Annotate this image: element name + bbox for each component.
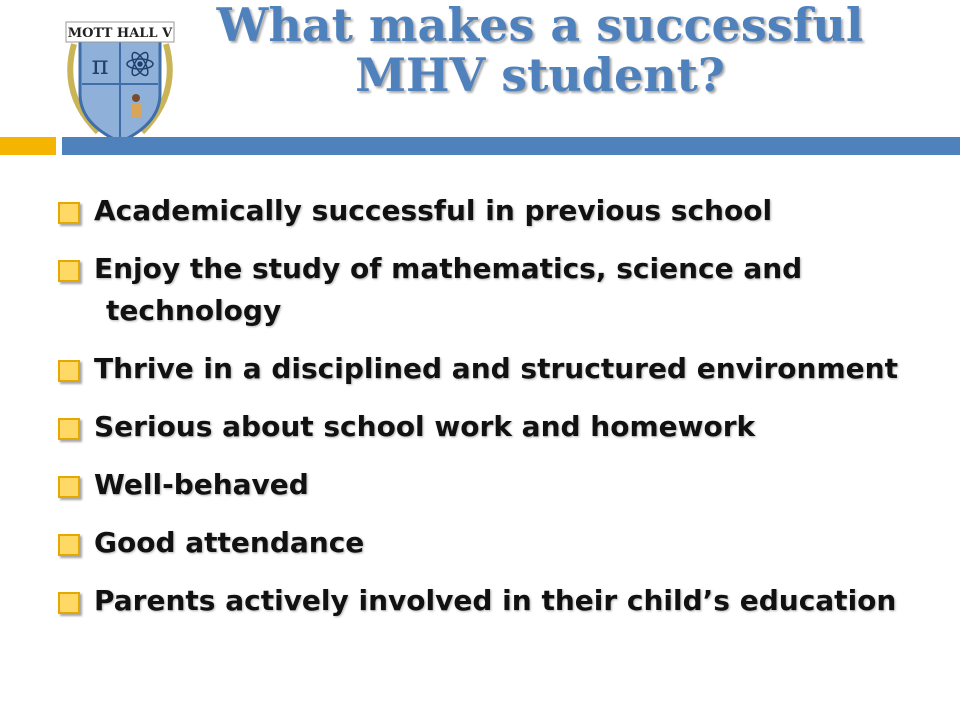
bullet-text: Parents actively involved in their child’s education — [94, 584, 897, 617]
title-line-1: What makes a successful — [216, 0, 864, 52]
bullet-item — [58, 522, 938, 564]
checkbox-bullet-icon — [58, 534, 80, 556]
bullet-text: Good attendance — [94, 526, 365, 559]
checkbox-bullet-icon — [58, 592, 80, 614]
title-line-2: MHV student? — [355, 48, 725, 102]
bullet-text: Academically successful in previous school — [94, 194, 773, 227]
checkbox-bullet-icon — [58, 260, 80, 282]
bullet-text: Well-behaved — [94, 468, 309, 501]
title-bar — [62, 137, 960, 155]
bullet-text: Thrive in a disciplined and structured environment — [94, 352, 898, 385]
bullet-item — [58, 580, 938, 622]
checkbox-bullet-icon — [58, 360, 80, 382]
bullet-list — [58, 190, 938, 638]
slide-title — [180, 0, 900, 100]
bullet-text: Serious about school work and homework — [94, 410, 756, 443]
bullet-item — [58, 248, 938, 332]
bullet-item — [58, 348, 938, 390]
title-bar-accent — [0, 137, 56, 155]
bullet-item — [58, 190, 938, 232]
bullet-text: Enjoy the study of mathematics, science and technology — [94, 252, 803, 327]
bullet-item — [58, 406, 938, 448]
logo-banner-text: MOTT HALL V — [67, 26, 173, 41]
svg-text:π: π — [91, 51, 109, 81]
checkbox-bullet-icon — [58, 476, 80, 498]
bullet-item — [58, 464, 938, 506]
checkbox-bullet-icon — [58, 202, 80, 224]
checkbox-bullet-icon — [58, 418, 80, 440]
